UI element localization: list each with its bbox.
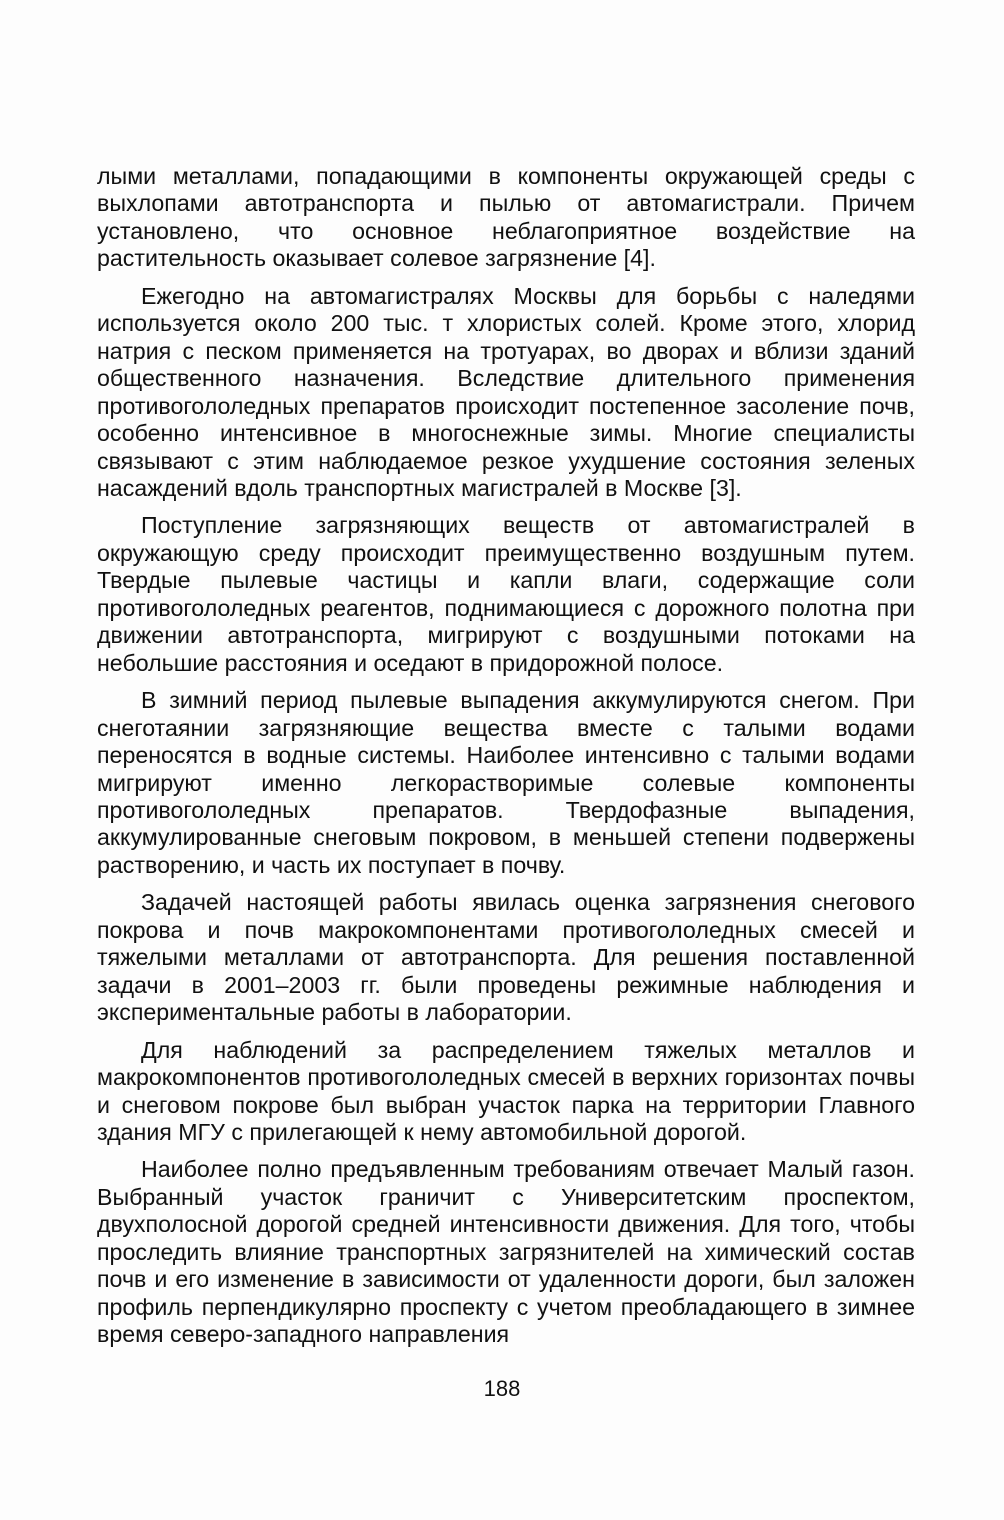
body-text <box>97 163 915 1359</box>
paragraph-5: Задачей настоящей работы явилась оценка загрязнения снегового покрова и почв макрокомпонентами противогололедных смесей и тяжелыми металлами от автотранспорта. Для решения поставленной задачи в 2001–2003 гг. были проведены режимные наблюдения и экспериментальные работы в лаборатории. <box>97 889 915 1026</box>
paragraph-2: Ежегодно на автомагистралях Москвы для борьбы с наледями используется около 200 тыс. т хлористых солей. Кроме этого, хлорид натрия с песком применяется на тротуарах, во дворах и вблизи зданий общественного назначения. Вследствие длительного применения противогололедных препаратов происходит постепенное засоление почв, особенно интенсивное в многоснежные зимы. Многие специалисты связывают с этим наблюдаемое резкое ухудшение состояния зеленых насаждений вдоль транспортных магистралей в Москве [3]. <box>97 282 915 501</box>
paragraph-7: Наиболее полно предъявленным требованиям отвечает Малый газон. Выбранный участок граничит с Университетским проспектом, двухполосной дорогой средней интенсивности движения. Для того, чтобы проследить влияние транспортных загрязнителей на химический состав почв и его изменение в зависимости от удаленности дороги, был заложен профиль перпендикулярно проспекту с учетом преобладающего в зимнее время северо-западного направления <box>97 1156 915 1348</box>
paragraph-6: Для наблюдений за распределением тяжелых металлов и макрокомпонентов противогололедных смесей в верхних горизонтах почвы и снеговом покрове был выбран участок парка на территории Главного здания МГУ с прилегающей к нему автомобильной дорогой. <box>97 1036 915 1145</box>
paragraph-4: В зимний период пылевые выпадения аккумулируются снегом. При снеготаянии загрязняющие вещества вместе с талыми водами переносятся в водные системы. Наиболее интенсивно с талыми водами мигрируют именно легкорастворимые солевые компоненты противогололедных препаратов. Твердофазные выпадения, аккумулированные снеговым покровом, в меньшей степени подвержены растворению, и часть их поступает в почву. <box>97 687 915 878</box>
paragraph-1: лыми металлами, попадающими в компоненты окружающей среды с выхлопами автотранспорта и пылью от автомагистрали. Причем установлено, что основное неблагоприятное воздействие на растительность оказывает солевое загрязнение [4]. <box>97 163 915 272</box>
page-number: 188 <box>483 1376 521 1401</box>
paragraph-3: Поступление загрязняющих веществ от автомагистралей в окружающую среду происходит преимущественно воздушным путем. Твердые пылевые частицы и капли влаги, содержащие соли противогололедных реагентов, поднимающиеся с дорожного полотна при движении автотранспорта, мигрируют с воздушными потоками на небольшие расстояния и оседают в придорожной полосе. <box>97 512 915 676</box>
